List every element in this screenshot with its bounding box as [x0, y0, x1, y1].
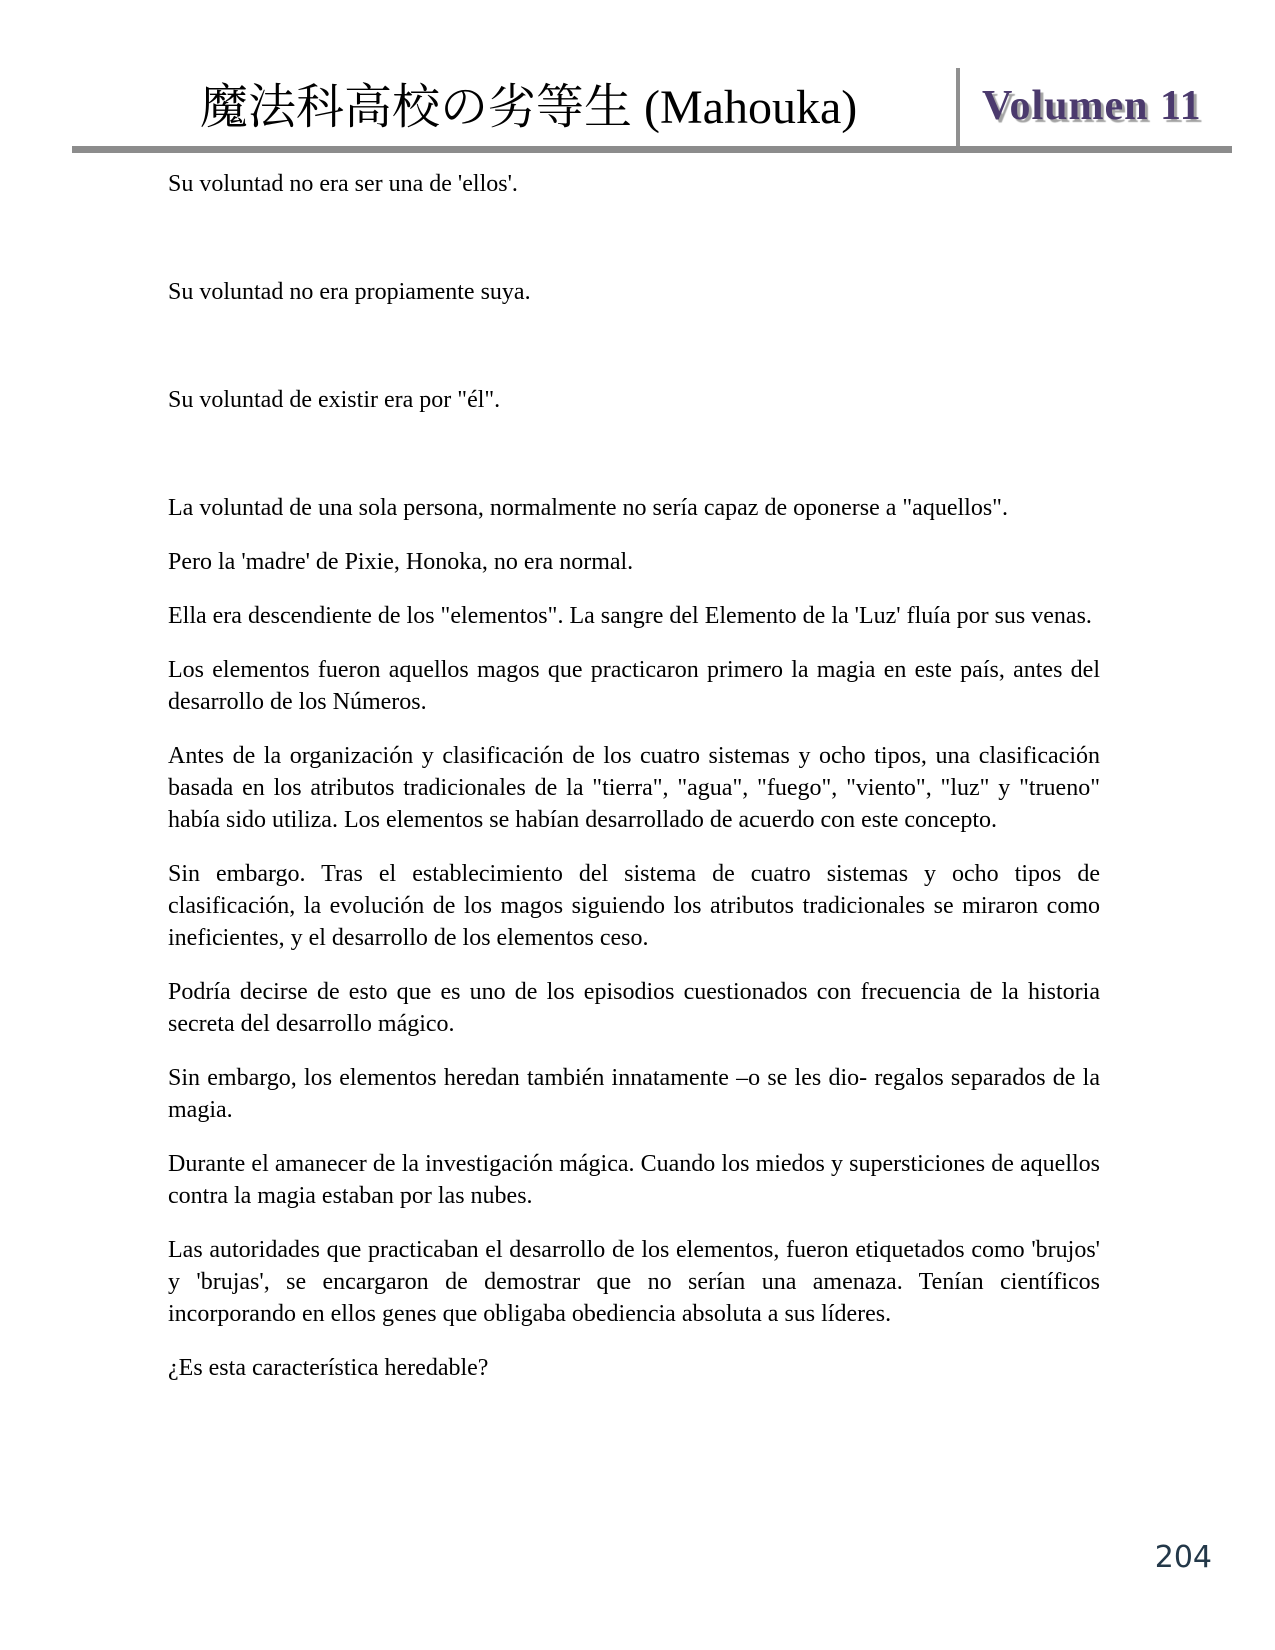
volume-label: Volumen 11 — [982, 83, 1202, 129]
paragraph: Su voluntad de existir era por "él". — [168, 387, 501, 413]
page-number: 204 — [1154, 1540, 1212, 1575]
paragraph: Los elementos fueron aquellos magos que practicaron primero la magia en este país, antes del desarrollo de los Números. — [168, 657, 1100, 715]
paragraph: ¿Es esta característica heredable? — [168, 1355, 489, 1381]
paragraph: Antes de la organización y clasificación de los cuatro sistemas y ocho tipos, una clasificación basada en los atributos tradicionales de la "tierra", "agua", "fuego", "viento", "luz" y "trueno" había sido utiliza. Los elementos se habían desarrollado de acuerdo con este concepto. — [168, 743, 1100, 833]
paragraph: Ella era descendiente de los "elementos". La sangre del Elemento de la 'Luz' fluía por sus venas. — [168, 603, 1092, 629]
paragraph: Durante el amanecer de la investigación mágica. Cuando los miedos y supersticiones de aquellos contra la magia estaban por las nubes. — [168, 1151, 1100, 1209]
paragraph: Sin embargo, los elementos heredan también innatamente –o se les dio- regalos separados de la magia. — [168, 1065, 1100, 1123]
paragraph: Pero la 'madre' de Pixie, Honoka, no era normal. — [168, 549, 634, 575]
paragraph: Sin embargo. Tras el establecimiento del sistema de cuatro sistemas y ocho tipos de clasificación, la evolución de los magos siguiendo los atributos tradicionales se miraron como ineficientes, y el desarrollo de los elementos ceso. — [168, 861, 1100, 951]
paragraph: Las autoridades que practicaban el desarrollo de los elementos, fueron etiquetados como 'brujos' y 'brujas', se encargaron de demostrar que no serían una amenaza. Tenían científicos incorporando en ellos genes que obligaba obediencia absoluta a sus líderes. — [168, 1237, 1100, 1327]
document-title: 魔法科高校の劣等生 (Mahouka) — [200, 81, 858, 134]
header-horizontal-rule — [72, 146, 1232, 153]
paragraph: Podría decirse de esto que es uno de los episodios cuestionados con frecuencia de la historia secreta del desarrollo mágico. — [168, 979, 1100, 1037]
header-vertical-divider — [956, 68, 960, 146]
paragraph: Su voluntad no era ser una de 'ellos'. — [168, 171, 518, 197]
body-text — [168, 168, 1100, 1406]
paragraph: Su voluntad no era propiamente suya. — [168, 279, 531, 305]
paragraph: La voluntad de una sola persona, normalmente no sería capaz de oponerse a "aquellos". — [168, 495, 1008, 521]
